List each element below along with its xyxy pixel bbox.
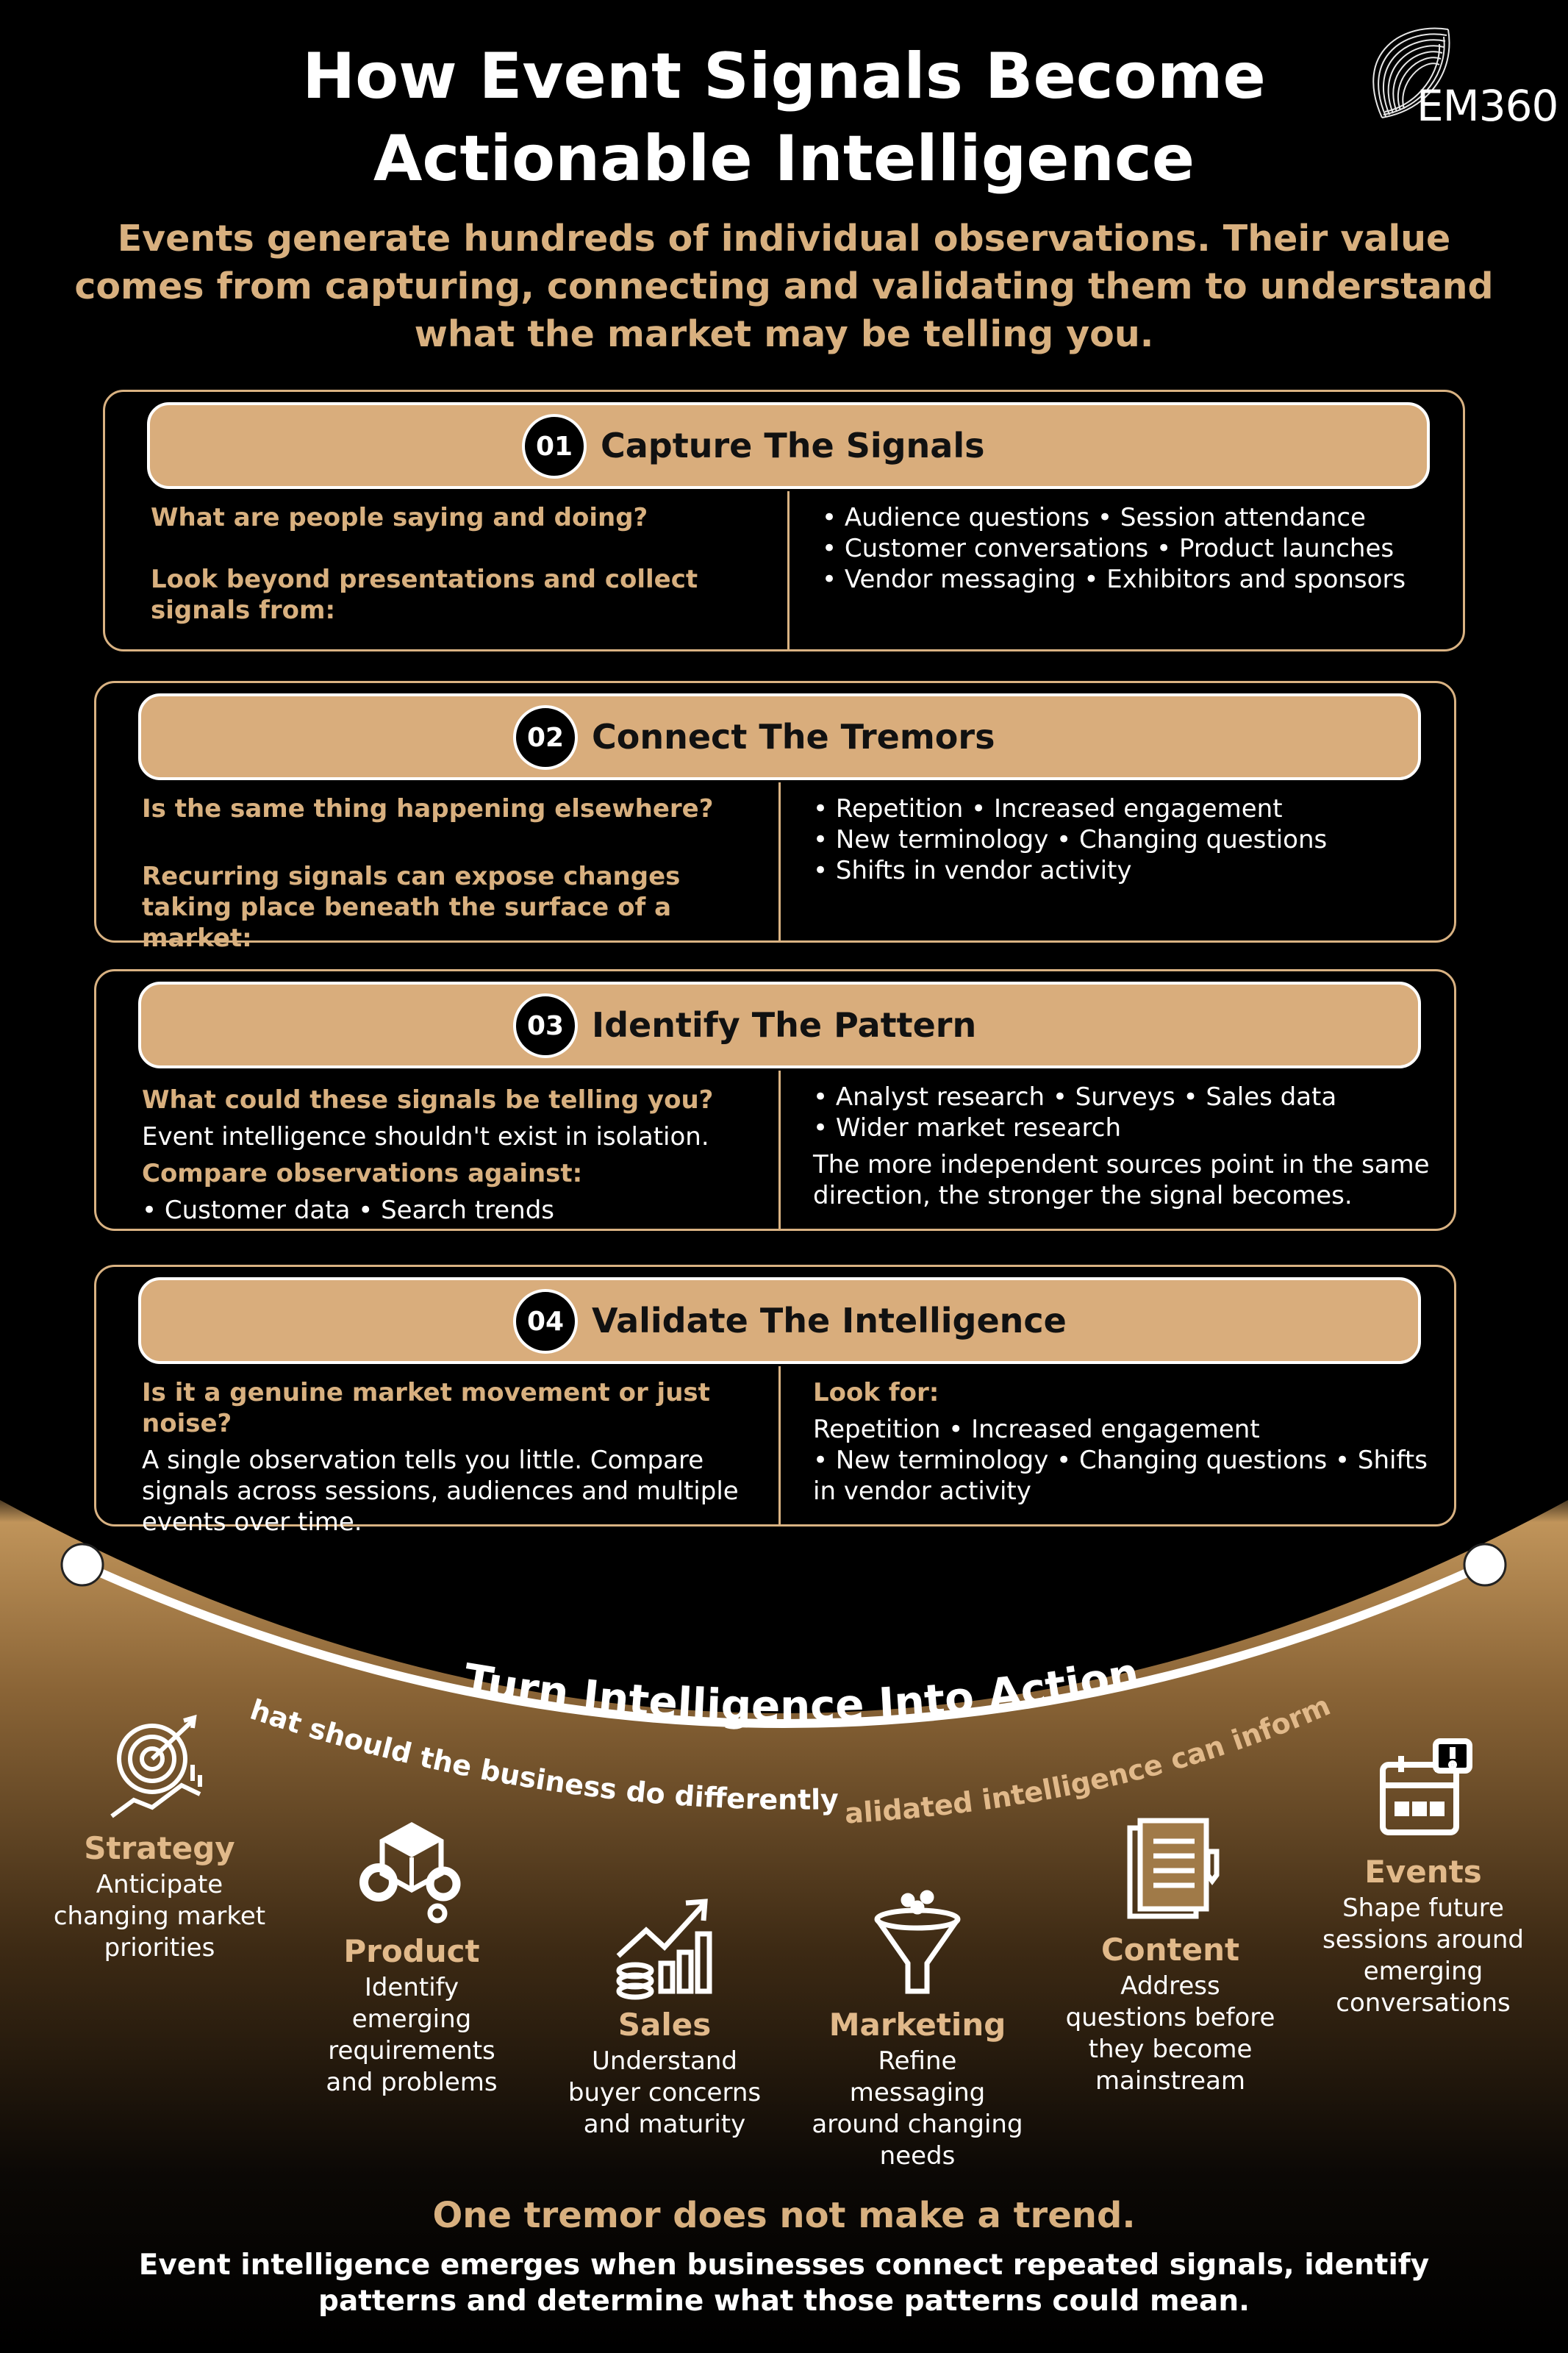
column-divider bbox=[778, 782, 781, 943]
action-title: Turn Intelligence Into Action bbox=[459, 1647, 1143, 1732]
step-left-column-03 bbox=[142, 1082, 767, 1229]
growth-chart-icon bbox=[609, 1890, 720, 2000]
target-icon bbox=[104, 1713, 215, 1824]
dept-marketing bbox=[807, 1890, 1028, 2172]
step-right-column-04 bbox=[813, 1377, 1438, 1507]
step-card-03 bbox=[94, 969, 1456, 1231]
bullet-line: • Vendor messaging • Exhibitors and sponsors bbox=[822, 565, 1406, 594]
gears-icon bbox=[357, 1816, 467, 1927]
document-icon bbox=[1115, 1815, 1225, 1925]
bullet-line: Repetition • Increased engagement bbox=[813, 1415, 1260, 1444]
dept-product bbox=[301, 1816, 522, 2099]
closing-headline: One tremor does not make a trend. bbox=[432, 2195, 1136, 2236]
logo-text: EM360 bbox=[1417, 81, 1558, 131]
step-left-column-01 bbox=[151, 502, 724, 626]
step-question-02: Is the same thing happening elsewhere? bbox=[142, 794, 714, 824]
dept-desc: Shape future sessions around emerging conversations bbox=[1322, 1893, 1524, 2018]
dept-desc: Identify emerging requirements and problems bbox=[326, 1973, 498, 2097]
step-right-column-03 bbox=[813, 1082, 1445, 1211]
dept-name: Strategy bbox=[84, 1830, 235, 1866]
step-number-02: 02 bbox=[513, 705, 578, 770]
step-number-03: 03 bbox=[513, 993, 578, 1058]
step-card-04 bbox=[94, 1265, 1456, 1537]
step-header-04 bbox=[138, 1277, 1421, 1364]
dept-name: Content bbox=[1100, 1932, 1240, 1968]
title-line-1: How Event Signals Become bbox=[302, 40, 1266, 113]
calendar-alert-icon bbox=[1368, 1737, 1478, 1847]
step-statement-04: A single observation tells you little. Compare signals across sessions, audiences and multiple events over time. bbox=[142, 1446, 739, 1537]
dept-events bbox=[1313, 1737, 1533, 2019]
step-right-column-01 bbox=[822, 502, 1454, 595]
intro-text: Events generate hundreds of individual observations. Their value comes from capturing, connecting and validating them to understand what the market may be telling you. bbox=[74, 218, 1494, 355]
step-left-column-04 bbox=[142, 1377, 745, 1538]
dept-desc: Refine messaging around changing needs bbox=[812, 2046, 1023, 2171]
action-inform: alidated intelligence can inform bbox=[843, 1688, 1336, 1830]
bullet-line: • Customer conversations • Product launches bbox=[822, 534, 1395, 563]
bullet-line: • Audience questions • Session attendance bbox=[822, 503, 1366, 532]
dept-desc: Anticipate changing market priorities bbox=[53, 1870, 266, 1963]
bullet-line: • Repetition • Increased engagement bbox=[813, 794, 1283, 824]
bullet-line: • Customer data • Search trends bbox=[142, 1196, 555, 1225]
bullet-line: • Wider market research bbox=[813, 1113, 1122, 1143]
dept-content bbox=[1060, 1815, 1281, 2097]
step-title-01: Capture The Signals bbox=[601, 426, 985, 465]
column-divider bbox=[787, 491, 790, 651]
column-divider bbox=[778, 1071, 781, 1231]
step-card-01 bbox=[103, 390, 1465, 651]
step-statement-03: Event intelligence shouldn't exist in isolation. bbox=[142, 1122, 709, 1151]
step-title-04: Validate The Intelligence bbox=[592, 1301, 1067, 1340]
dept-name: Product bbox=[343, 1933, 480, 1969]
action-question: hat should the business do differently? bbox=[246, 1693, 840, 1816]
step-right-column-02 bbox=[813, 793, 1445, 886]
bullet-line: • Analyst research • Surveys • Sales data bbox=[813, 1082, 1337, 1112]
dept-name: Events bbox=[1364, 1854, 1482, 1890]
step-number-04: 04 bbox=[513, 1289, 578, 1354]
bullet-line: • New terminology • Changing questions • Shifts in vendor activity bbox=[813, 1446, 1428, 1506]
dept-strategy bbox=[49, 1713, 270, 1964]
bullet-line: • Shifts in vendor activity bbox=[813, 856, 1132, 885]
page-title bbox=[221, 35, 1347, 200]
dept-name: Sales bbox=[617, 2007, 712, 2043]
funnel-icon bbox=[862, 1890, 973, 2000]
step-left-column-02 bbox=[142, 793, 730, 954]
step-note-03: The more independent sources point in the same direction, the stronger the signal becomes. bbox=[813, 1150, 1430, 1210]
step-question-03: What could these signals be telling you? bbox=[142, 1085, 714, 1115]
step-lead-02: Recurring signals can expose changes taking place beneath the surface of a market: bbox=[142, 862, 681, 953]
title-line-2: Actionable Intelligence bbox=[373, 122, 1195, 196]
step-question-04: Is it a genuine market movement or just noise? bbox=[142, 1378, 710, 1438]
step-look-for-04: Look for: bbox=[813, 1378, 939, 1407]
step-title-02: Connect The Tremors bbox=[592, 717, 995, 757]
dept-desc: Address questions before they become mainstream bbox=[1065, 1971, 1275, 2096]
step-number-01: 01 bbox=[522, 414, 587, 479]
step-compare-03: Compare observations against: bbox=[142, 1159, 583, 1188]
dept-name: Marketing bbox=[828, 2007, 1006, 2043]
step-question-01: What are people saying and doing? bbox=[151, 503, 648, 532]
step-lead-01: Look beyond presentations and collect signals from: bbox=[151, 565, 698, 625]
step-card-02 bbox=[94, 681, 1456, 953]
step-header-01 bbox=[147, 402, 1430, 489]
step-header-02 bbox=[138, 693, 1421, 780]
bullet-line: • New terminology • Changing questions bbox=[813, 825, 1328, 854]
step-header-03 bbox=[138, 982, 1421, 1068]
dept-desc: Understand buyer concerns and maturity bbox=[568, 2046, 762, 2139]
em360-logo bbox=[1338, 7, 1558, 132]
step-title-03: Identify The Pattern bbox=[592, 1005, 977, 1045]
closing-body: Event intelligence emerges when businesses connect repeated signals, identify patterns and determine what those patterns could mean. bbox=[138, 2249, 1430, 2318]
column-divider bbox=[778, 1366, 781, 1527]
dept-sales bbox=[554, 1890, 775, 2140]
